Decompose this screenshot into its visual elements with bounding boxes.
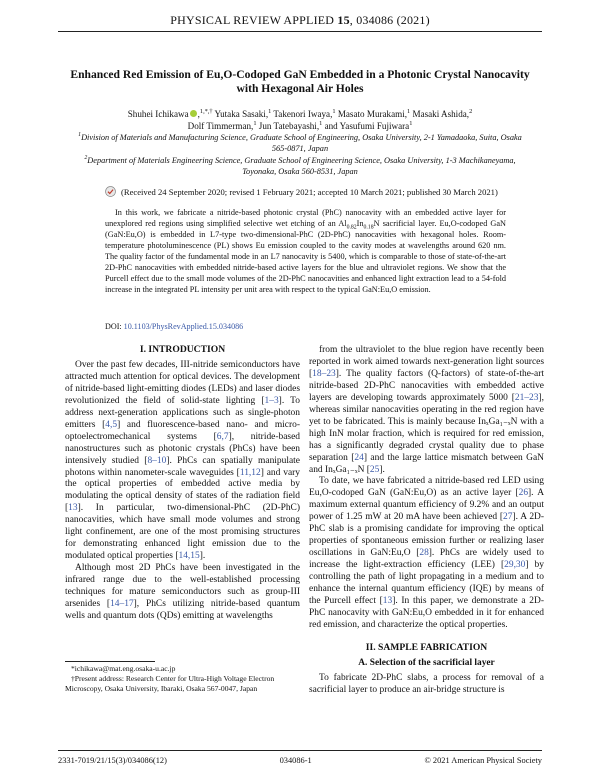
- citation-link[interactable]: 13: [382, 596, 393, 607]
- author-affiliation-mark: 1: [253, 119, 257, 127]
- affiliation-1-number: 1: [78, 132, 82, 139]
- author-name: Masato Murakami,: [337, 109, 408, 119]
- intro-paragraph-1: [65, 360, 300, 563]
- body-text: ]. A 2D-PhC slab is a promising candidate for improving the optical properties of spontaneous emission further or realizing laser oscillations in GaN:Eu,O [: [309, 512, 544, 559]
- citation-link[interactable]: 25: [369, 464, 380, 475]
- author-affiliation-mark: 1: [319, 119, 323, 127]
- affiliation-2-text: Department of Materials Engineering Science, Graduate School of Engineering Science, Osaka University, 1-3 Machikaneyama, Toyonaka, Osaka 560-8531, Japan: [87, 156, 516, 176]
- author-affiliation-mark: 1: [332, 107, 336, 115]
- author-affiliation-mark: 2: [469, 107, 473, 115]
- body-text: ]. PhCs can spatially manipulate photons within nanometer-scale waveguides [: [65, 455, 300, 478]
- citation-link[interactable]: 1–3: [264, 395, 279, 406]
- footer-issn: 2331-7019/21/15(3)/034086(12): [58, 756, 167, 765]
- author-affiliation-mark: 1: [268, 107, 272, 115]
- abstract: [105, 207, 506, 295]
- footnote-email[interactable]: *ichikawa@mat.eng.osaka-u.ac.jp: [71, 664, 176, 673]
- section-2-paragraph: To fabricate 2D-PhC slabs, a process for removal of a sacrificial layer to produce an air-bridge structure is: [309, 672, 544, 695]
- author-name: Masaki Ashida,: [412, 109, 470, 119]
- header-rule: [58, 31, 542, 32]
- left-column: [65, 344, 300, 623]
- running-head: PHYSICAL REVIEW APPLIED 15, 034086 (2021): [170, 13, 430, 27]
- paper-title: Enhanced Red Emission of Eu,O-Codoped GaN Embedded in a Photonic Crystal Nanocavity with Hexagonal Air Holes: [70, 68, 530, 95]
- abstract-part-1: In this work, we fabricate a nitride-based photonic crystal (PhC) nanocavity with an embedded active layer for unexplored red regions using simplified selective wet etching of an: [105, 208, 506, 229]
- body-text: ]. In particular, two-dimensional-PhC (2D-PhC) nanocavities, which have small mode volumes and strong light confinement, are one of the most promising structures for demonstrating enhanced light emission due to the modulated optical properties [: [65, 503, 300, 562]
- doi-line: [105, 322, 243, 331]
- citation-link[interactable]: 24: [354, 452, 364, 463]
- affiliation-1: [75, 133, 525, 154]
- footnotes: [65, 664, 300, 694]
- citation-link[interactable]: 8–10: [147, 455, 167, 466]
- footnote-address: †Present address: Research Center for Ultra-High Voltage Electron Microscopy, Osaka University, Ibaraki, Osaka 567-0047, Japan: [65, 674, 275, 693]
- author-name: Shuhei Ichikawa: [127, 109, 189, 119]
- citation-link[interactable]: 4,5: [105, 419, 118, 430]
- abstract-part-2: sacrificial layer. Eu,O-codoped GaN (GaN:Eu,O) is embedded in L7-type two-dimensional-PhC (2D-PhC) nanocavities with hexagonal holes. Room-temperature photoluminescence (PL) shows Eu emission coupled to the cavity modes at wavelengths around 620 nm. The quality factor of the fundamental mode in an L7 nanocavity is 5400, which is comparable to those of state-of-the-art 2D-PhC nanocavities with embedded nitride-based active layers for the blue and ultraviolet regions. We show that the Purcell effect due to the small mode volumes of the 2D-PhC nanocavities and enhanced light extraction lead to a 54-fold increase in the integrated PL intensity per unit area with respect to the typical GaN:Eu,O emission.: [105, 219, 507, 295]
- citation-link[interactable]: 28: [419, 548, 429, 559]
- author-name: Dolf Timmerman,: [187, 121, 254, 131]
- citation-link[interactable]: 21–23: [514, 392, 539, 403]
- citation-link[interactable]: 13: [68, 503, 78, 514]
- intro-paragraph-4: [309, 476, 544, 631]
- citation-link[interactable]: 27: [503, 512, 513, 523]
- alloy-formula: $Al_{0.82}In_{0.18}N$: [338, 219, 380, 231]
- right-column: [309, 345, 544, 697]
- affiliation-2-number: 2: [84, 155, 88, 162]
- citation-link[interactable]: 18–23: [312, 368, 336, 379]
- author-name: Takenori Iwaya,: [273, 109, 333, 119]
- citation-link[interactable]: 14–17: [110, 599, 134, 610]
- affiliation-1-text: Division of Materials and Manufacturing Science, Graduate School of Engineering, Osaka University, 2-1 Yamadaoka, Suita, Osaka 565-0871, Japan: [81, 133, 522, 153]
- section-1-heading: I. INTRODUCTION: [139, 344, 226, 355]
- body-text: ], whereas similar nanocavities operating in the red region have yet to be fabricated. This is mainly because InₓGa₁₋ₓN with a high InN molar fraction, which is required for red emission, has a significantly degraded crystal quality due to phase separation [: [309, 392, 544, 463]
- body-text: ]. In this paper, we demonstrate a 2D-PhC nanocavity with GaN:Eu,O embedded in it for enhanced red emission, and characterize the optical properties.: [309, 596, 544, 630]
- author-list: [70, 108, 530, 132]
- journal-volume: 15: [337, 13, 350, 27]
- body-text: ] by controlling the path of light propagating in a medium and to enhance the internal quantum efficiency (IQE) by means of the Purcell effect [: [309, 560, 544, 607]
- intro-paragraph-2: [65, 563, 300, 623]
- footer-page-number: 034086-1: [279, 756, 312, 765]
- article-number: 034086 (2021): [356, 13, 430, 27]
- citation-link[interactable]: 11,12: [239, 467, 261, 478]
- body-text: Although most 2D PhCs have been investigated in the infrared range due to the well-established processing techniques for mature semiconductors such as group-III arsenides [: [65, 563, 300, 610]
- body-text: ] and vary the optical properties of embedded active media by modulating the optical density of states of the radiation field [: [65, 467, 300, 514]
- body-text: ]. PhCs are widely used to increase the light-extraction efficiency (LEE) [: [309, 548, 544, 571]
- body-text: ].: [199, 551, 206, 562]
- body-text: ] and the large lattice mismatch between GaN and InₓGa₁₋ₓN [: [309, 452, 544, 475]
- check-for-updates-icon[interactable]: [105, 186, 116, 197]
- author-line-2: [70, 120, 530, 132]
- intro-paragraph-3: [309, 345, 544, 476]
- author-affiliation-mark: 1,*,†: [199, 107, 213, 115]
- affiliation-2: [75, 156, 525, 177]
- doi-label: DOI:: [105, 322, 122, 331]
- body-text: from the ultraviolet to the blue region have recently been reported in work aimed towards next-generation light sources [: [309, 345, 544, 379]
- journal-name: PHYSICAL REVIEW APPLIED: [170, 13, 335, 27]
- body-text: Over the past few decades, III-nitride semiconductors have attracted much attention for optical devices. The development of nitride-based light-emitting diodes (LEDs) and laser diodes revolutionized the field of solid-state lighting [: [65, 359, 300, 406]
- citation-link[interactable]: 6,7: [216, 431, 229, 442]
- body-text: ], nitride-based nanostructures such as photonic crystals (PhCs) have been intensively studied [: [65, 431, 300, 466]
- body-text: ], PhCs utilizing nitride-based quantum wells and quantum dots (QDs) emitting at wavelengths: [65, 599, 301, 621]
- author-name: Yutaka Sasaki,: [214, 109, 269, 119]
- orcid-icon[interactable]: [190, 110, 197, 117]
- doi-link[interactable]: 10.1103/PhysRevApplied.15.034086: [123, 322, 244, 331]
- citation-link[interactable]: 26: [518, 488, 529, 499]
- footer-rule: [58, 750, 542, 751]
- author-affiliation-mark: 1: [409, 119, 413, 127]
- body-text: ] and fluorescence-based nano- and micro-optoelectromechanical systems [: [65, 419, 300, 442]
- received-dates: [105, 186, 540, 197]
- citation-link[interactable]: 14,15: [178, 551, 200, 562]
- body-text: ]. A maximum external quantum efficiency of 9.2% and an output power of 1.25 mW at 20 mA have been achieved [: [309, 488, 545, 523]
- citation-link[interactable]: 29,30: [504, 560, 526, 571]
- footnote-rule: [65, 661, 155, 662]
- author-affiliation-mark: 1: [407, 107, 411, 115]
- section-2-heading: II. SAMPLE FABRICATION: [365, 641, 488, 653]
- body-text: ]. The quality factors (Q-factors) of state-of-the-art nitride-based 2D-PhC nanocavities with embedded active layers are developing towards approximately 5000 [: [309, 368, 544, 403]
- body-text: ]. To address next-generation applications such as single-photon emitters [: [65, 395, 300, 430]
- body-text: To date, we have fabricated a nitride-based red LED using Eu,O-codoped GaN (GaN:Eu,O) as an active layer [: [309, 476, 544, 499]
- author-name: Jun Tatebayashi,: [258, 121, 320, 131]
- author-line-1: Shuhei Ichikawa ,$^{1,*,\dagger}$ Yutaka Sasaki,$^1$ Takenori Iwaya,$^1$ Masato Murakami,$^1$ Masaki Ashida,$^2$: [127, 107, 473, 119]
- author-name: and Yasufumi Fujiwara: [324, 121, 410, 131]
- footer-copyright: © 2021 American Physical Society: [424, 756, 542, 765]
- page-footer: [58, 756, 542, 765]
- body-text: ].: [379, 464, 385, 475]
- received-text: (Received 24 September 2020; revised 1 February 2021; accepted 10 March 2021; published 30 March 2021): [121, 186, 498, 197]
- subsection-heading: A. Selection of the sacrificial layer: [358, 657, 495, 668]
